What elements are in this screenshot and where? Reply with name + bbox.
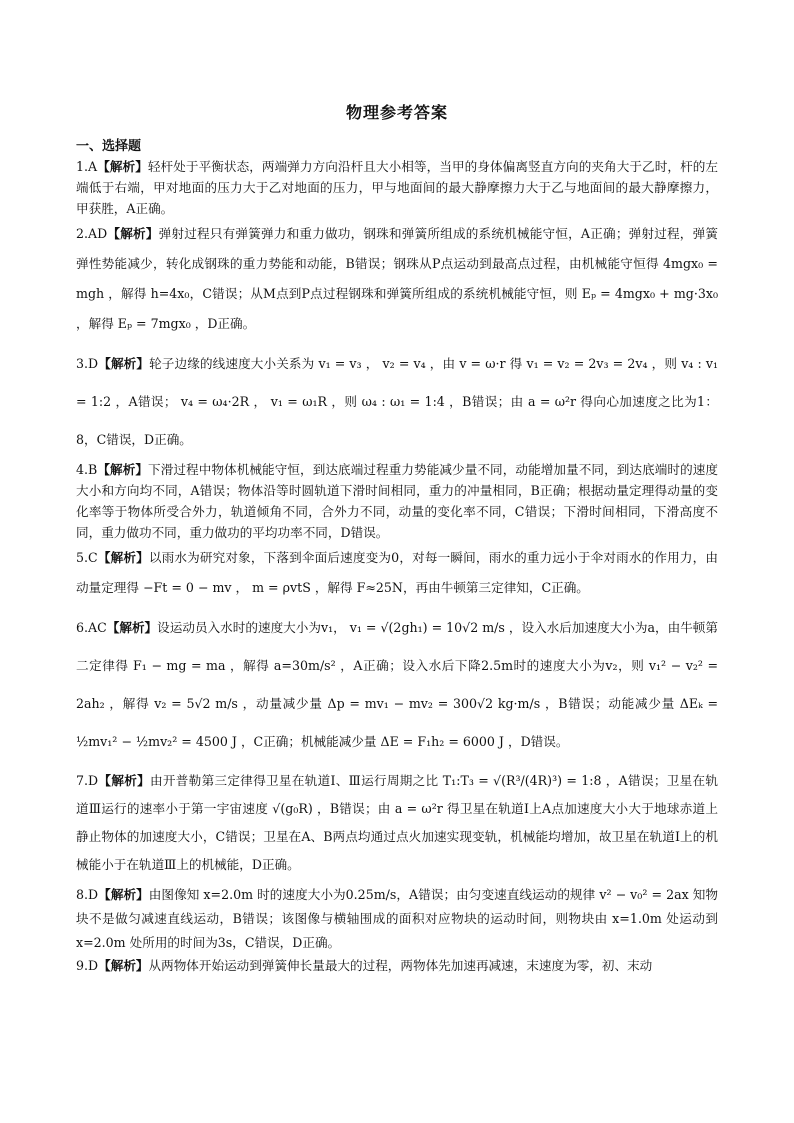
answer-item-6 [76, 609, 718, 761]
answer-text: 由图像知 x=2.0m 时的速度大小为0.25m/s，A错误；由匀变速直线运动的规律 v² − v₀² = 2ax 知物块不是做匀减速直线运动，B错误；该图像与横轴围成的面积对应物块的运动时间，则物块由 x=1.0m 处运动到 x=2.0m 处所用的时间为3s，C错误，D正确。 [76, 887, 718, 950]
analysis-tag: 【解析】 [98, 356, 150, 371]
answer-item-9 [76, 955, 718, 976]
answer-label: 1.A [76, 159, 98, 174]
analysis-tag: 【解析】 [98, 887, 149, 902]
answer-text: 轻杆处于平衡状态，两端弹力方向沿杆且大小相等，当甲的身体偏离竖直方向的夹角大于乙时，杆的左端低于右端，甲对地面的压力大于乙对地面的压力，甲与地面间的最大静摩擦力大于乙与地面间的最大静摩擦力，甲获胜，A正确。 [76, 159, 719, 216]
answer-item-4 [76, 459, 718, 543]
answer-label: 8.D [76, 887, 99, 902]
answer-label: 2.AD [76, 226, 108, 241]
answer-text: 下滑过程中物体机械能守恒，到达底端过程重力势能减少量不同，动能增加量不同，到达底端时的速度大小和方向均不同，A错误；物体沿等时圆轨道下滑时间相同，重力的冲量相同，B正确；根据动量定理得动量的变化率等于物体所受合外力，轨道倾角不同，合外力不同，动量的变化率不同，C错误；下滑时间相同，下滑高度不同，重力做功不同，重力做功的平均功率不同，D错误。 [76, 462, 719, 540]
analysis-tag: 【解析】 [97, 550, 149, 565]
answer-item-1 [76, 156, 718, 219]
answer-label: 7.D [76, 773, 99, 788]
section-heading: 一、选择题 [76, 139, 142, 154]
analysis-tag: 【解析】 [107, 226, 159, 241]
answer-item-7 [76, 767, 718, 879]
analysis-tag: 【解析】 [97, 462, 149, 477]
answer-item-8 [76, 883, 718, 955]
answer-text: 弹射过程只有弹簧弹力和重力做功，钢珠和弹簧所组成的系统机械能守恒，A正确；弹射过程，弹簧弹性势能减少，转化成钢珠的重力势能和动能，B错误；钢珠从P点运动到最高点过程，由机械能守恒得 4mgx₀ = mgh ，解得 h=4x₀，C错误；从M点到P点过程钢珠和弹簧所组成的系统机械能守恒，则 Eₚ = 4mgx₀ + mg·3x₀ ，解得 Eₚ = 7mgx₀ ，D正确。 [76, 226, 718, 331]
answer-label: 5.C [76, 550, 98, 565]
answer-text: 从两物体开始运动到弹簧伸长量最大的过程，两物体先加速再减速，末速度为零，初、末动 [148, 958, 653, 973]
answer-label: 3.D [76, 356, 99, 371]
answer-page [76, 100, 718, 976]
analysis-tag: 【解析】 [97, 159, 148, 174]
analysis-tag: 【解析】 [98, 773, 150, 788]
answer-item-2 [76, 219, 718, 339]
answer-item-3 [76, 345, 718, 459]
analysis-tag: 【解析】 [98, 958, 149, 973]
answer-text: 以雨水为研究对象，下落到伞面后速度变为0，对每一瞬间，雨水的重力远小于伞对雨水的作用力，由动量定理得 −Ft = 0 − mv ， m = ρvtS ，解得 F≈25N，再由牛顿第三定律知，C正确。 [76, 550, 719, 595]
answer-label: 9.D [76, 958, 99, 973]
answer-item-5 [76, 543, 718, 603]
analysis-tag: 【解析】 [106, 620, 158, 635]
answer-label: 4.B [76, 462, 98, 477]
answer-text: 设运动员入水时的速度大小为v₁， v₁ = √(2gh₁) = 10√2 m/s ，设入水后加速度大小为a，由牛顿第二定律得 F₁ − mg = ma ，解得 a=30m/s² ，A正确；设入水后下降2.5m时的速度大小为v₂，则 v₁² − v₂² = 2ah₂ ，解得 v₂ = 5√2 m/s ，动量减少量 Δp = mv₁ − mv₂ = 300√2 kg·m/s ，B错误；动能减少量 ΔEₖ = ½mv₁² − ½mv₂² = 4500 J ，C正确；机械能减少量 ΔE = F₁h₂ = 6000 J ，D错误。 [76, 620, 719, 749]
page-title: 物理参考答案 [345, 103, 448, 122]
answer-text: 轮子边缘的线速度大小关系为 v₁ = v₃ ， v₂ = v₄ ，由 v = ω·r 得 v₁ = v₂ = 2v₃ = 2v₄ ，则 v₄ : v₁ = 1:2 ，A错误； v₄ = ω₄·2R ， v₁ = ω₁R ，则 ω₄ : ω₁ = 1:4 ，B错误；由 a = ω²r 得向心加速度之比为1：8，C错误，D正确。 [76, 356, 718, 447]
answer-text: 由开普勒第三定律得卫星在轨道Ⅰ、Ⅲ运行周期之比 T₁:T₃ = √(R³/(4R)³) = 1:8 ，A错误；卫星在轨道Ⅲ运行的速率小于第一宇宙速度 √(g₀R) ，B错误；由 a = ω²r 得卫星在轨道Ⅰ上A点加速度大小大于地球赤道上静止物体的加速度大小，C错误；卫星在A、B两点均通过点火加速实现变轨，机械能均增加，故卫星在轨道Ⅰ上的机械能小于在轨道Ⅲ上的机械能，D正确。 [76, 773, 718, 872]
answer-label: 6.AC [76, 620, 107, 635]
